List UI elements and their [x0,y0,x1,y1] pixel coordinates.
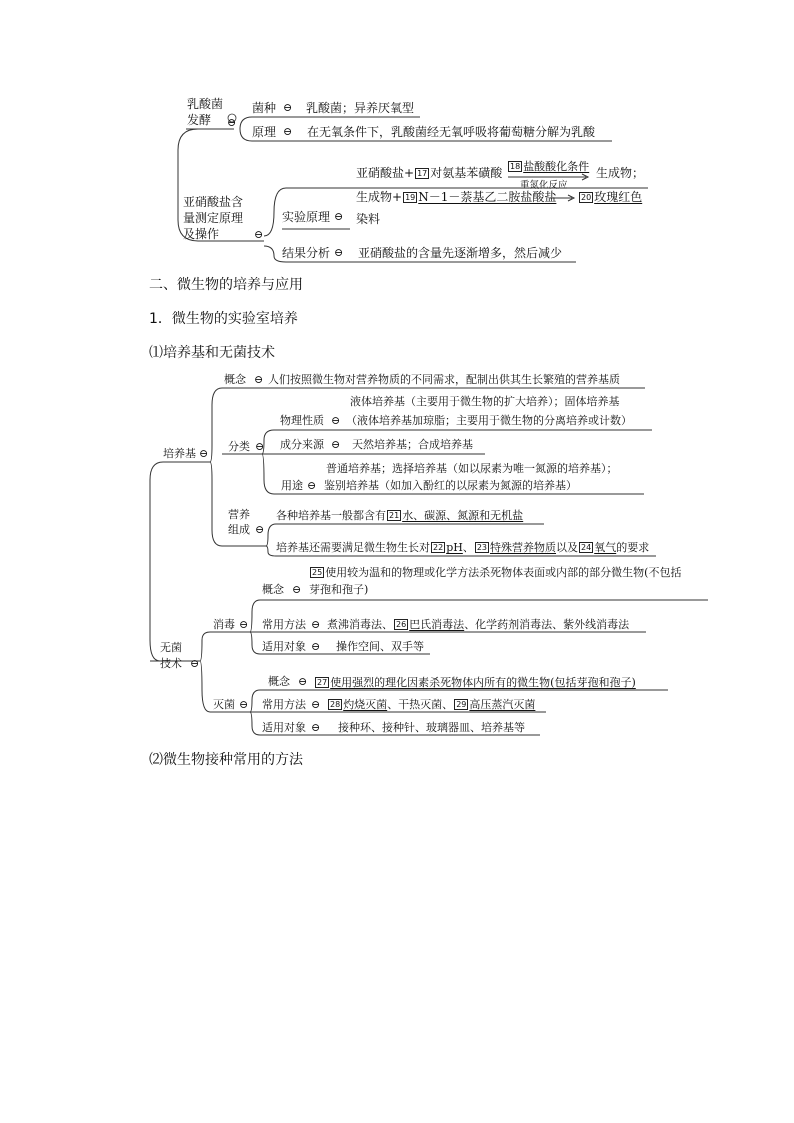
d-concept-line-2: 芽孢和孢子) [309,583,369,596]
nitrite-line-1-end: 生成物； [596,166,645,180]
concept-value: 人们按照微生物对营养物质的不同需求，配制出供其生长繁殖的营养基质 [268,373,620,386]
arrow-condition-bottom: 重氮化反应 [520,180,568,191]
aseptic-root-2: 技术 [160,657,182,670]
s-concept-value: 27 使用强烈的理化因素杀死物体内所有的微生物(包括芽孢和孢子) [317,676,636,689]
use-line-2: 鉴别培养基（如加入酚红的以尿素为氮源的培养基） [324,479,577,492]
d-target-key: 适用对象 [262,640,306,653]
d-method-key: 常用方法 [262,618,306,631]
arrow-condition-top: 18 盐酸酸化条件 [510,160,590,173]
subsection-1-1-title: ⑴培养基和无菌技术 [149,345,275,361]
result-value: 亚硝酸盐的含量先逐渐增多，然后减少 [358,246,563,260]
collapse-icon[interactable]: ⊖ [298,675,308,688]
lactic-label-1: 乳酸菌 [187,97,224,111]
source-value: 天然培养基；合成培养基 [352,438,473,451]
nutrition-line-1: 各种培养基一般都含有 21 水、碳源、氮源和无机盐 [276,509,524,522]
collapse-icon[interactable]: ⊖ [283,101,293,114]
collapse-icon[interactable]: ⊖ [334,246,344,259]
collapse-icon[interactable]: ⊖ [255,523,265,536]
strain-value: 乳酸菌；异养厌氧型 [306,101,415,115]
use-key: 用途 [281,479,303,492]
principle-key: 原理 [252,125,277,139]
collapse-icon[interactable]: ⊖ [334,210,344,223]
collapse-icon[interactable]: ⊖ [311,698,321,711]
result-key: 结果分析 [282,246,331,260]
nitrite-label-2: 量测定原理 [183,211,244,225]
medium-root: 培养基 [163,447,196,460]
use-line-1: 普通培养基；选择培养基（如以尿素为唯一氮源的培养基）； [326,462,618,475]
concept-key: 概念 [224,373,246,386]
collapse-icon[interactable]: ⊖ [283,125,293,138]
s-method-value: 28 灼烧灭菌、干热灭菌、 29 高压蒸汽灭菌 [330,698,536,711]
subsection-1-2-title: ⑵微生物接种常用的方法 [149,752,303,768]
nitrite-label-3: 及操作 [183,227,220,241]
nutrition-key-1: 营养 [228,508,250,521]
s-target-value: 接种环、接种针、玻璃器皿、培养基等 [338,721,525,734]
collapse-icon[interactable]: ⊖ [254,373,264,386]
number-box-17: 17 [417,169,428,178]
physical-line-1: 液体培养基（主要用于微生物的扩大培养）；固体培养基 [350,395,620,408]
collapse-icon[interactable]: ⊖ [331,438,341,451]
d-method-value: 煮沸消毒法、 26 巴氏消毒法、化学药剂消毒法、紫外线消毒法 [327,618,630,631]
physical-key: 物理性质 [280,414,324,427]
subsection-1-title: 1．微生物的实验室培养 [149,311,298,327]
d-target-value: 操作空间、双手等 [336,640,424,653]
s-method-key: 常用方法 [262,698,306,711]
collapse-icon[interactable]: ⊖ [292,583,302,596]
collapse-icon[interactable]: ⊖ [239,618,249,631]
aseptic-root-1: 无菌 [160,641,182,654]
disinfect-key: 消毒 [213,618,235,631]
lactic-label-2: 发酵 [187,113,212,127]
s-target-key: 适用对象 [262,721,306,734]
nutrition-line-2: 培养基还需要满足微生物生长对 22 pH、 23 特殊营养物质以及 24 氧气的要求 [276,541,650,554]
collapse-icon[interactable]: ⊖ [311,640,321,653]
sterilize-key: 灭菌 [213,698,235,711]
collapse-icon[interactable]: ⊖ [239,698,249,711]
section-2-title: 二、微生物的培养与应用 [149,277,303,293]
nitrite-line-2-end: 20 玫瑰红色 [581,190,643,204]
nutrition-key-2: 组成 [228,523,250,536]
collapse-icon[interactable]: ⊖ [199,447,209,460]
nitrite-label-1: 亚硝酸盐含 [183,195,244,209]
collapse-icon[interactable]: ⊖ [311,721,321,734]
collapse-icon[interactable]: ⊖ [227,116,237,129]
collapse-icon[interactable]: ⊖ [254,228,264,241]
classify-key: 分类 [228,440,250,453]
strain-key: 菌种 [252,101,277,115]
collapse-icon[interactable]: ⊖ [331,414,341,427]
collapse-icon[interactable]: ⊖ [190,657,200,670]
nitrite-line-3: 染料 [356,212,381,226]
nitrite-line-1: 亚硝酸盐+ 17 对氨基苯磺酸 [356,166,503,180]
physical-line-2: （液体培养基加琼脂；主要用于微生物的分离培养或计数） [346,414,632,427]
collapse-icon[interactable]: ⊖ [255,440,265,453]
nitrite-line-2: 生成物+ 19 N－1－萘基乙二胺盐酸盐 [356,190,557,204]
d-concept-key: 概念 [262,583,284,596]
experiment-key: 实验原理 [282,210,331,224]
s-concept-key: 概念 [268,675,290,688]
source-key: 成分来源 [280,438,324,451]
collapse-icon[interactable]: ⊖ [307,479,317,492]
collapse-icon[interactable]: ⊖ [311,618,321,631]
principle-value: 在无氧条件下，乳酸菌经无氧呼吸将葡萄糖分解为乳酸 [307,125,596,139]
d-concept-line-1: 25 使用较为温和的物理或化学方法杀死物体表面或内部的部分微生物(不包括 [312,566,682,579]
